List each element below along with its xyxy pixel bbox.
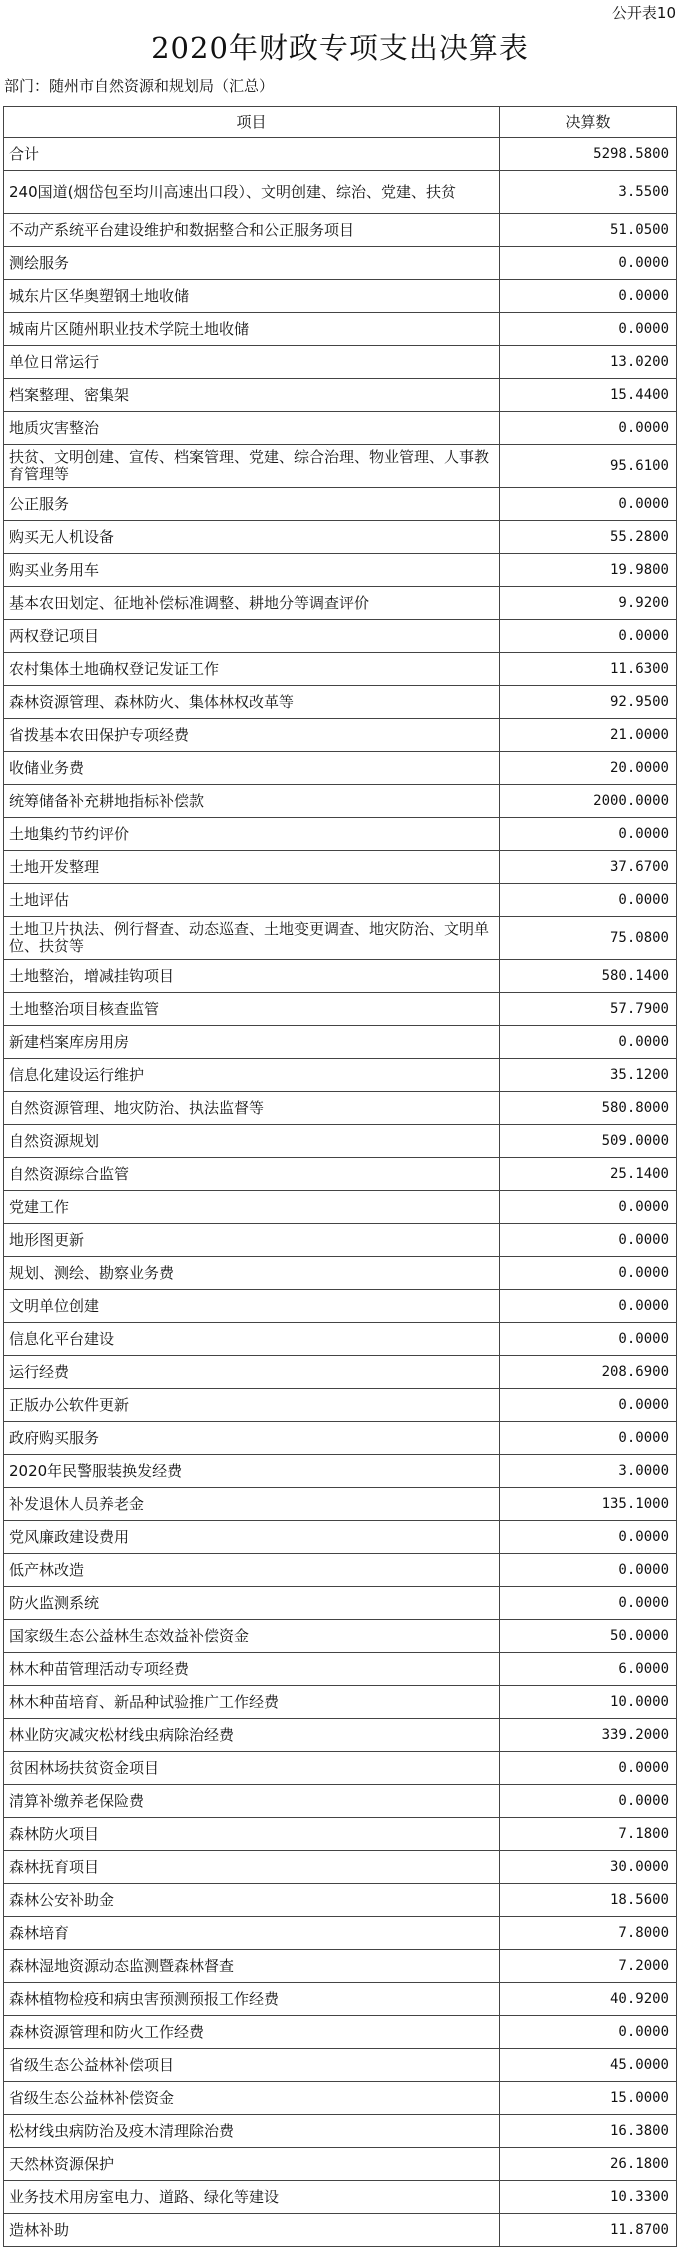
table-row <box>4 2049 677 2082</box>
row-amount: 35.1200 <box>500 1059 677 1092</box>
row-item-name: 240国道(烟岱包至均川高速出口段）、文明创建、综治、党建、扶贫 <box>4 171 500 214</box>
table-row <box>4 1521 677 1554</box>
table-row <box>4 752 677 785</box>
row-amount: 0.0000 <box>500 1257 677 1290</box>
row-amount: 10.3300 <box>500 2181 677 2214</box>
row-amount: 26.1800 <box>500 2148 677 2181</box>
row-amount: 51.0500 <box>500 214 677 247</box>
row-amount: 18.5600 <box>500 1884 677 1917</box>
table-row <box>4 1323 677 1356</box>
row-item-name: 低产林改造 <box>4 1554 500 1587</box>
row-item-name: 省级生态公益林补偿项目 <box>4 2049 500 2082</box>
row-item-name: 文明单位创建 <box>4 1290 500 1323</box>
row-amount: 2000.0000 <box>500 785 677 818</box>
row-amount: 7.2000 <box>500 1950 677 1983</box>
row-amount: 0.0000 <box>500 412 677 445</box>
row-amount: 0.0000 <box>500 1389 677 1422</box>
row-item-name: 测绘服务 <box>4 247 500 280</box>
table-row <box>4 1917 677 1950</box>
row-item-name: 土地评估 <box>4 884 500 917</box>
row-item-name: 林木种苗管理活动专项经费 <box>4 1653 500 1686</box>
table-row <box>4 1752 677 1785</box>
table-header-row <box>4 107 677 138</box>
row-amount: 45.0000 <box>500 2049 677 2082</box>
table-row <box>4 2115 677 2148</box>
table-row <box>4 1719 677 1752</box>
table-row <box>4 1818 677 1851</box>
row-item-name: 购买无人机设备 <box>4 521 500 554</box>
table-row <box>4 1686 677 1719</box>
row-item-name: 林木种苗培育、新品种试验推广工作经费 <box>4 1686 500 1719</box>
row-amount: 30.0000 <box>500 1851 677 1884</box>
row-amount: 57.7900 <box>500 993 677 1026</box>
row-amount: 25.1400 <box>500 1158 677 1191</box>
table-row <box>4 1554 677 1587</box>
row-item-name: 森林防火项目 <box>4 1818 500 1851</box>
column-header-item: 项目 <box>4 107 500 138</box>
row-item-name: 新建档案库房用房 <box>4 1026 500 1059</box>
row-item-name: 补发退休人员养老金 <box>4 1488 500 1521</box>
row-amount: 40.9200 <box>500 1983 677 2016</box>
row-amount: 0.0000 <box>500 884 677 917</box>
row-item-name: 自然资源规划 <box>4 1125 500 1158</box>
row-item-name: 森林抚育项目 <box>4 1851 500 1884</box>
row-item-name: 2020年民警服装换发经费 <box>4 1455 500 1488</box>
table-row <box>4 2148 677 2181</box>
row-item-name: 公正服务 <box>4 488 500 521</box>
row-item-name: 统筹储备补充耕地指标补偿款 <box>4 785 500 818</box>
row-amount: 0.0000 <box>500 2016 677 2049</box>
row-item-name: 森林公安补助金 <box>4 1884 500 1917</box>
row-item-name: 省级生态公益林补偿资金 <box>4 2082 500 2115</box>
row-amount: 6.0000 <box>500 1653 677 1686</box>
row-amount: 0.0000 <box>500 1191 677 1224</box>
table-row <box>4 1884 677 1917</box>
row-amount: 21.0000 <box>500 719 677 752</box>
row-amount: 580.1400 <box>500 960 677 993</box>
table-row <box>4 1950 677 1983</box>
row-amount: 75.0800 <box>500 917 677 960</box>
table-row <box>4 247 677 280</box>
table-row <box>4 1026 677 1059</box>
table-row <box>4 488 677 521</box>
row-amount: 0.0000 <box>500 818 677 851</box>
table-row <box>4 884 677 917</box>
table-row <box>4 785 677 818</box>
table-body <box>4 138 677 2247</box>
table-row <box>4 1455 677 1488</box>
table-row <box>4 1587 677 1620</box>
row-item-name: 政府购买服务 <box>4 1422 500 1455</box>
row-item-name: 党风廉政建设费用 <box>4 1521 500 1554</box>
row-item-name: 城南片区随州职业技术学院土地收储 <box>4 313 500 346</box>
row-amount: 5298.5800 <box>500 138 677 171</box>
table-row <box>4 1422 677 1455</box>
row-item-name: 信息化平台建设 <box>4 1323 500 1356</box>
row-item-name: 基本农田划定、征地补偿标准调整、耕地分等调查评价 <box>4 587 500 620</box>
row-item-name: 地形图更新 <box>4 1224 500 1257</box>
row-amount: 3.5500 <box>500 171 677 214</box>
row-amount: 50.0000 <box>500 1620 677 1653</box>
row-amount: 339.2000 <box>500 1719 677 1752</box>
row-item-name: 天然林资源保护 <box>4 2148 500 2181</box>
row-amount: 0.0000 <box>500 1752 677 1785</box>
row-amount: 0.0000 <box>500 488 677 521</box>
table-row <box>4 379 677 412</box>
table-row <box>4 1620 677 1653</box>
row-item-name: 党建工作 <box>4 1191 500 1224</box>
table-row <box>4 280 677 313</box>
row-item-name: 正版办公软件更新 <box>4 1389 500 1422</box>
row-item-name: 森林培育 <box>4 1917 500 1950</box>
table-row <box>4 1851 677 1884</box>
row-amount: 0.0000 <box>500 1785 677 1818</box>
row-amount: 15.0000 <box>500 2082 677 2115</box>
table-row <box>4 686 677 719</box>
row-item-name: 合计 <box>4 138 500 171</box>
row-item-name: 城东片区华奥塑钢土地收储 <box>4 280 500 313</box>
row-amount: 0.0000 <box>500 1422 677 1455</box>
row-item-name: 收储业务费 <box>4 752 500 785</box>
table-row <box>4 851 677 884</box>
row-item-name: 档案整理、密集架 <box>4 379 500 412</box>
table-row <box>4 346 677 379</box>
table-row <box>4 2082 677 2115</box>
row-amount: 16.3800 <box>500 2115 677 2148</box>
row-item-name: 自然资源综合监管 <box>4 1158 500 1191</box>
row-item-name: 两权登记项目 <box>4 620 500 653</box>
row-item-name: 造林补助 <box>4 2214 500 2247</box>
table-row <box>4 445 677 488</box>
table-row <box>4 1983 677 2016</box>
row-amount: 11.6300 <box>500 653 677 686</box>
row-amount: 10.0000 <box>500 1686 677 1719</box>
table-row <box>4 1488 677 1521</box>
row-amount: 0.0000 <box>500 1224 677 1257</box>
row-item-name: 贫困林场扶贫资金项目 <box>4 1752 500 1785</box>
table-row <box>4 993 677 1026</box>
table-row <box>4 1389 677 1422</box>
row-item-name: 清算补缴养老保险费 <box>4 1785 500 1818</box>
row-amount: 7.1800 <box>500 1818 677 1851</box>
row-amount: 15.4400 <box>500 379 677 412</box>
row-amount: 20.0000 <box>500 752 677 785</box>
table-row <box>4 653 677 686</box>
row-item-name: 省拨基本农田保护专项经费 <box>4 719 500 752</box>
row-item-name: 自然资源管理、地灾防治、执法监督等 <box>4 1092 500 1125</box>
table-row <box>4 1785 677 1818</box>
table-row <box>4 1125 677 1158</box>
row-amount: 0.0000 <box>500 247 677 280</box>
table-row <box>4 171 677 214</box>
row-amount: 55.2800 <box>500 521 677 554</box>
table-row <box>4 818 677 851</box>
table-row <box>4 1191 677 1224</box>
table-row <box>4 2214 677 2247</box>
table-row <box>4 2016 677 2049</box>
table-row <box>4 719 677 752</box>
row-item-name: 土地开发整理 <box>4 851 500 884</box>
row-item-name: 防火监测系统 <box>4 1587 500 1620</box>
table-row <box>4 1653 677 1686</box>
row-item-name: 购买业务用车 <box>4 554 500 587</box>
row-amount: 9.9200 <box>500 587 677 620</box>
table-row <box>4 554 677 587</box>
table-row <box>4 1158 677 1191</box>
row-item-name: 林业防灾减灾松材线虫病除治经费 <box>4 1719 500 1752</box>
table-row <box>4 1356 677 1389</box>
row-amount: 0.0000 <box>500 280 677 313</box>
row-item-name: 业务技术用房室电力、道路、绿化等建设 <box>4 2181 500 2214</box>
row-item-name: 规划、测绘、勘察业务费 <box>4 1257 500 1290</box>
row-item-name: 地质灾害整治 <box>4 412 500 445</box>
row-item-name: 森林资源管理、森林防火、集体林权改革等 <box>4 686 500 719</box>
row-item-name: 单位日常运行 <box>4 346 500 379</box>
row-item-name: 土地整治，增减挂钩项目 <box>4 960 500 993</box>
row-amount: 11.8700 <box>500 2214 677 2247</box>
row-item-name: 国家级生态公益林生态效益补偿资金 <box>4 1620 500 1653</box>
row-item-name: 运行经费 <box>4 1356 500 1389</box>
table-row <box>4 1290 677 1323</box>
row-item-name: 扶贫、文明创建、宣传、档案管理、党建、综合治理、物业管理、人事教育管理等 <box>4 445 500 488</box>
row-amount: 19.9800 <box>500 554 677 587</box>
department-label: 部门：随州市自然资源和规划局（汇总） <box>4 77 275 95</box>
row-amount: 13.0200 <box>500 346 677 379</box>
table-row <box>4 412 677 445</box>
table-row <box>4 313 677 346</box>
row-amount: 0.0000 <box>500 1587 677 1620</box>
table-row <box>4 587 677 620</box>
table-row <box>4 1059 677 1092</box>
table-row <box>4 2181 677 2214</box>
row-amount: 580.8000 <box>500 1092 677 1125</box>
table-row <box>4 960 677 993</box>
row-amount: 0.0000 <box>500 620 677 653</box>
table-row <box>4 917 677 960</box>
row-amount: 0.0000 <box>500 1290 677 1323</box>
row-item-name: 不动产系统平台建设维护和数据整合和公正服务项目 <box>4 214 500 247</box>
row-amount: 0.0000 <box>500 1554 677 1587</box>
row-item-name: 森林资源管理和防火工作经费 <box>4 2016 500 2049</box>
expenditure-table <box>3 106 677 2247</box>
row-item-name: 松材线虫病防治及疫木清理除治费 <box>4 2115 500 2148</box>
table-row <box>4 214 677 247</box>
row-amount: 0.0000 <box>500 1521 677 1554</box>
table-row <box>4 620 677 653</box>
row-amount: 0.0000 <box>500 1026 677 1059</box>
row-item-name: 森林植物检疫和病虫害预测预报工作经费 <box>4 1983 500 2016</box>
table-row <box>4 138 677 171</box>
row-amount: 509.0000 <box>500 1125 677 1158</box>
row-amount: 95.6100 <box>500 445 677 488</box>
row-item-name: 土地集约节约评价 <box>4 818 500 851</box>
row-amount: 92.9500 <box>500 686 677 719</box>
table-number-label: 公开表10 <box>611 4 676 22</box>
row-item-name: 信息化建设运行维护 <box>4 1059 500 1092</box>
row-amount: 0.0000 <box>500 313 677 346</box>
row-item-name: 土地卫片执法、例行督查、动态巡查、土地变更调查、地灾防治、文明单位、扶贫等 <box>4 917 500 960</box>
table-row <box>4 521 677 554</box>
row-amount: 3.0000 <box>500 1455 677 1488</box>
table-row <box>4 1092 677 1125</box>
row-amount: 0.0000 <box>500 1323 677 1356</box>
row-amount: 208.6900 <box>500 1356 677 1389</box>
row-amount: 37.6700 <box>500 851 677 884</box>
page-title: 2020年财政专项支出决算表 <box>151 31 529 65</box>
table-row <box>4 1257 677 1290</box>
table-row <box>4 1224 677 1257</box>
row-amount: 135.1000 <box>500 1488 677 1521</box>
row-item-name: 土地整治项目核查监管 <box>4 993 500 1026</box>
row-item-name: 农村集体土地确权登记发证工作 <box>4 653 500 686</box>
row-item-name: 森林湿地资源动态监测暨森林督查 <box>4 1950 500 1983</box>
row-amount: 7.8000 <box>500 1917 677 1950</box>
column-header-amount: 决算数 <box>500 107 677 138</box>
